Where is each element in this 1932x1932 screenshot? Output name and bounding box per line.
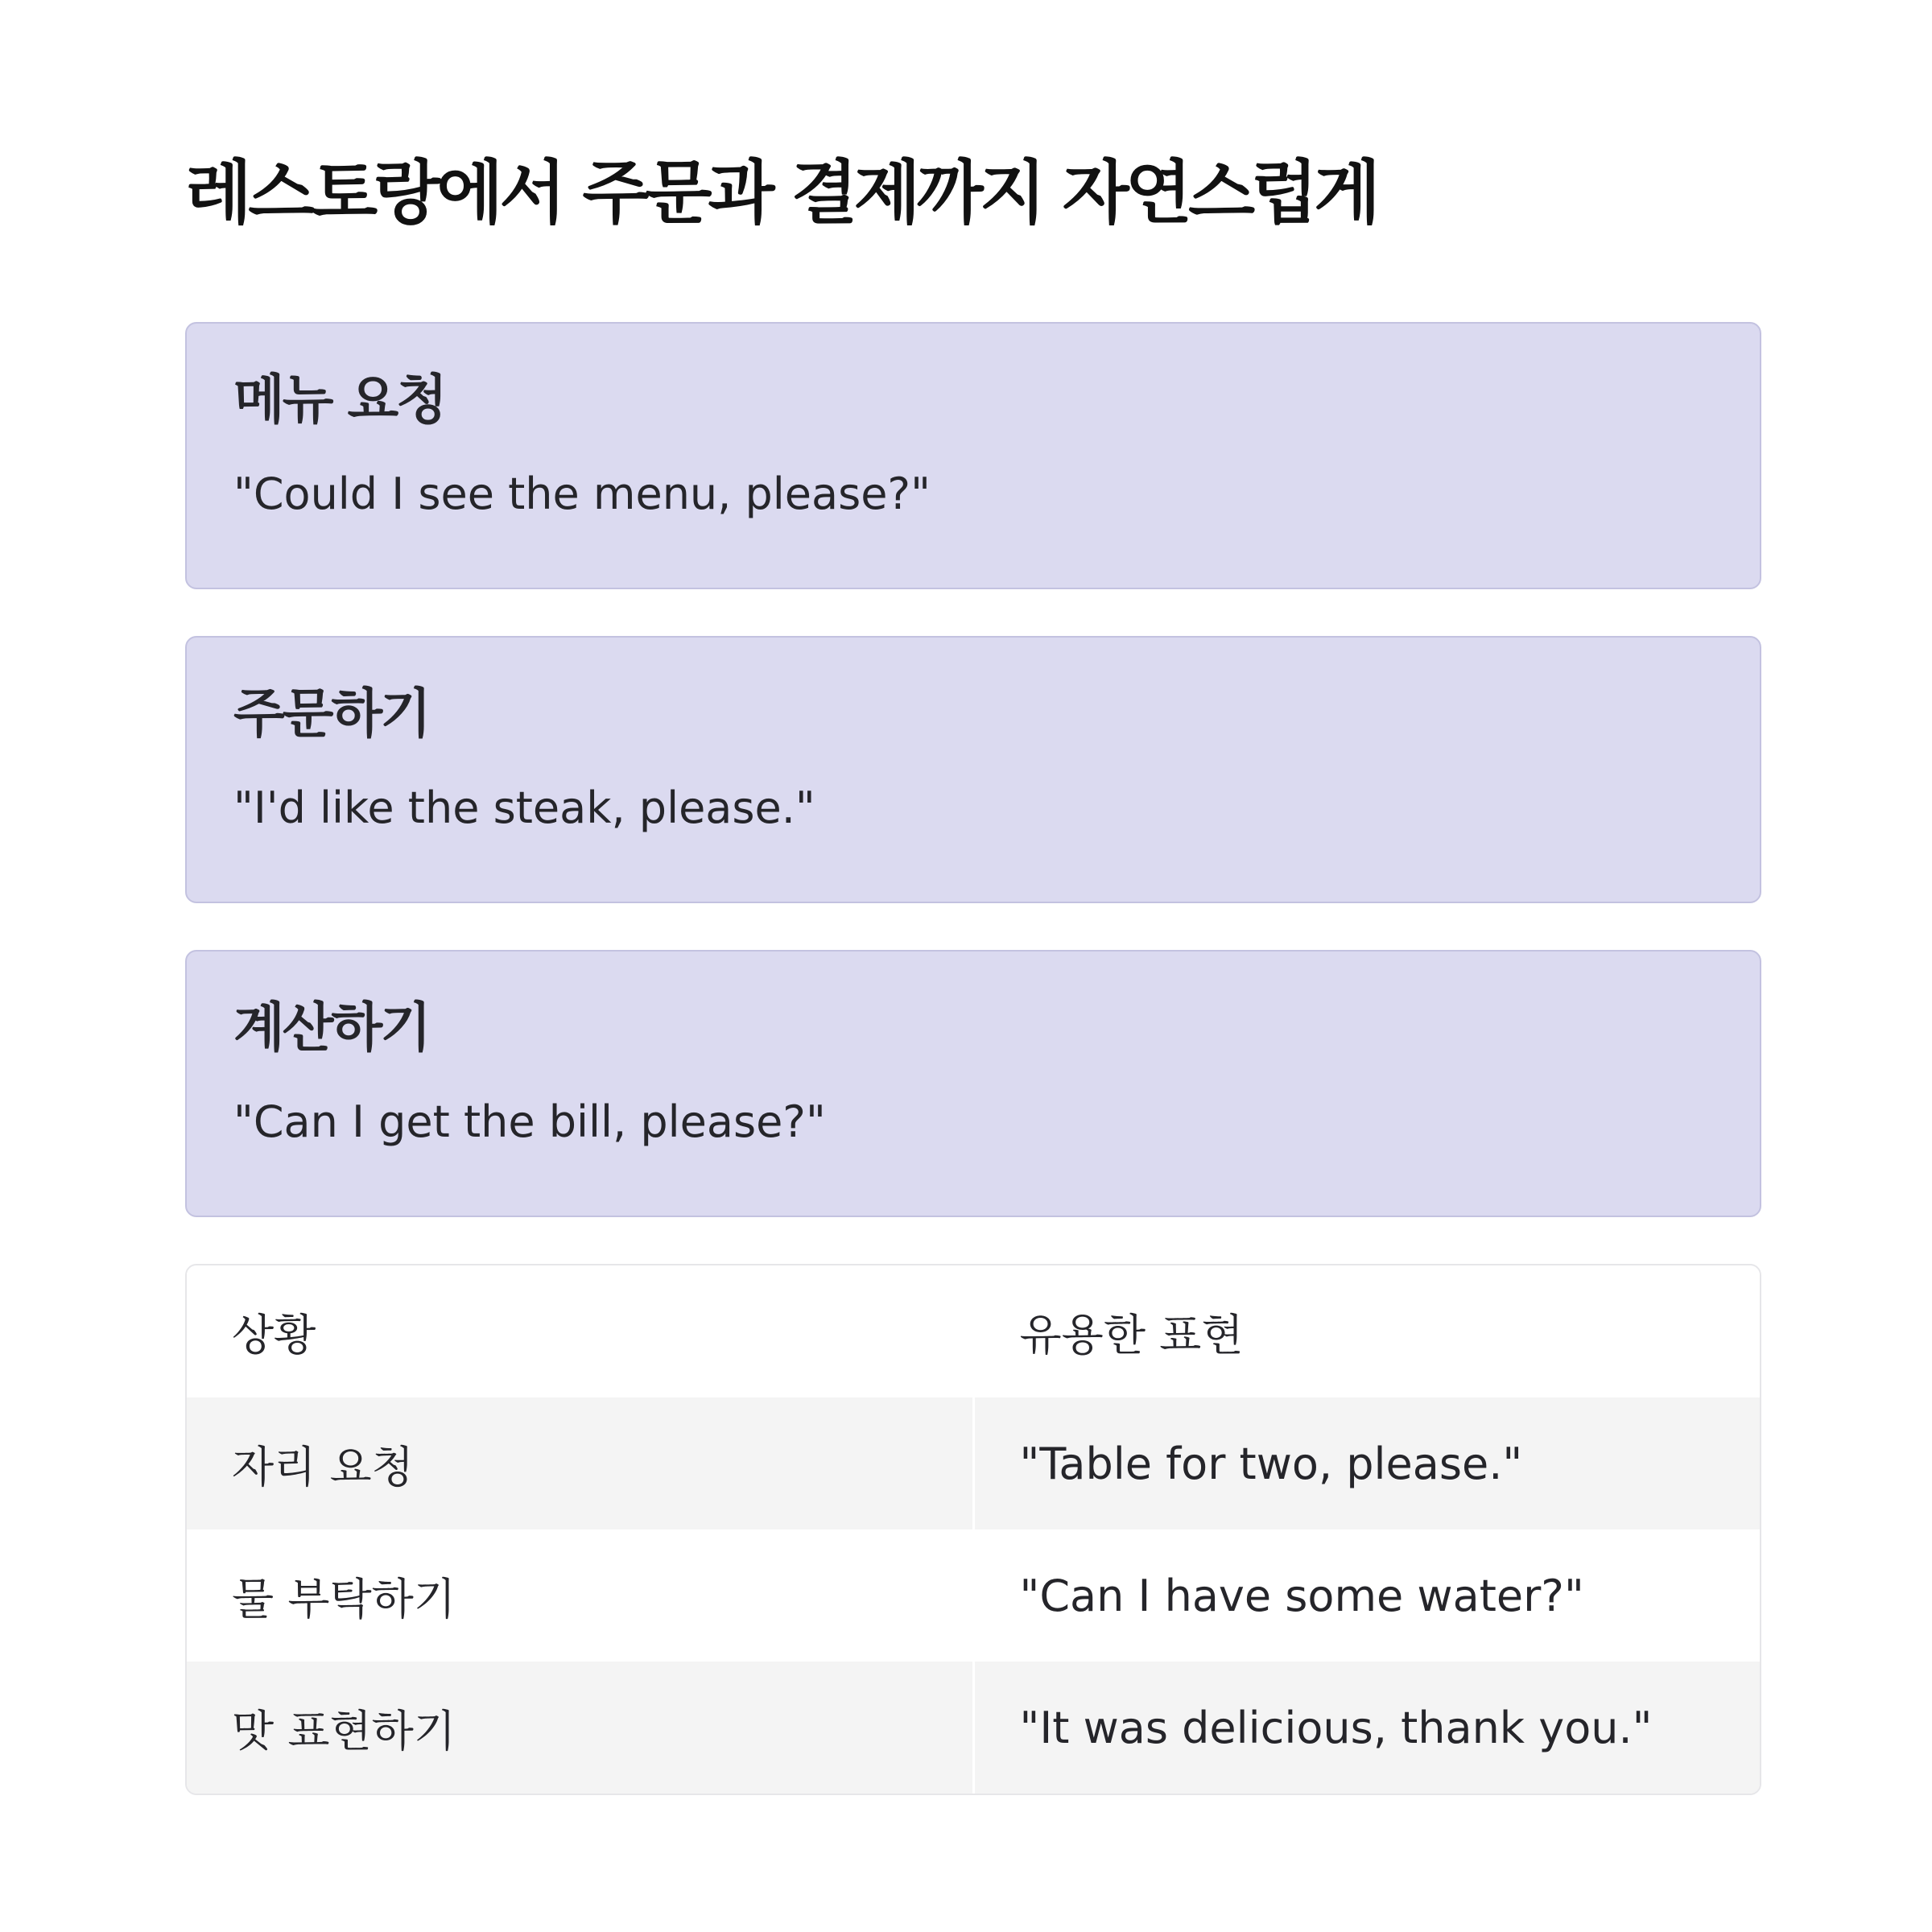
page-title: 레스토랑에서 주문과 결제까지 자연스럽게 [185,153,1377,233]
card-phrase: "Can I get the bill, please?" [233,1096,826,1147]
situation-cell: 자리 요청 [187,1397,973,1530]
expression-cell: "It was delicious, thank you." [1019,1702,1653,1753]
card-heading: 주문하기 [233,683,430,745]
expressions-table [185,1264,1761,1795]
table [187,1265,1760,1794]
column-header-expression: 유용한 표현 [1019,1309,1244,1360]
card-phrase: "Could I see the menu, please?" [233,469,931,519]
card-menu-request [185,322,1761,589]
card-heading: 계산하기 [233,997,430,1059]
expression-cell: "Can I have some water?" [1019,1570,1584,1621]
table-row [187,1530,1760,1662]
table-row [187,1397,1760,1530]
column-header-situation: 상황 [187,1265,973,1397]
situation-cell: 맛 표현하기 [187,1662,973,1794]
situation-cell: 물 부탁하기 [187,1530,973,1662]
card-paying [185,950,1761,1217]
table-row [187,1662,1760,1794]
card-ordering [185,636,1761,903]
card-phrase: "I'd like the steak, please." [233,782,815,833]
card-heading: 메뉴 요청 [233,369,446,431]
phrase-cards [185,322,1747,1217]
table-header-row [187,1265,1760,1397]
expression-cell: "Table for two, please." [1019,1438,1523,1489]
